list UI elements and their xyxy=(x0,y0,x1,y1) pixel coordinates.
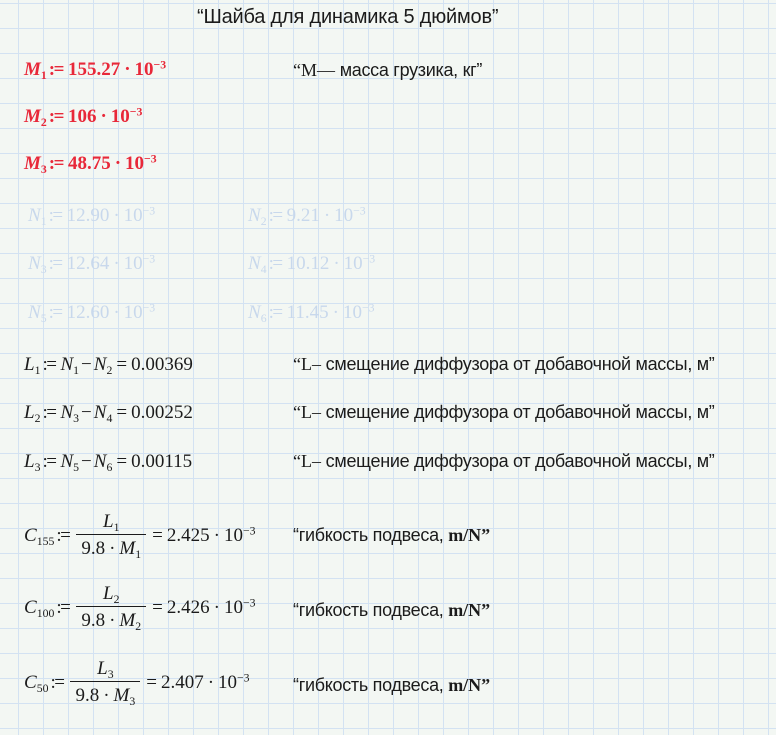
variable-subscript: 2 xyxy=(34,411,41,425)
exponent: −3 xyxy=(242,524,256,538)
text-region-c155-comment[interactable] xyxy=(293,524,490,546)
denominator-variable: M xyxy=(119,538,136,559)
lhs-expression xyxy=(24,670,68,695)
denominator-variable: M xyxy=(119,610,136,631)
operand-variable: N xyxy=(93,354,107,375)
variable-subscript: 5 xyxy=(40,311,47,325)
minus-operator: − xyxy=(81,402,92,423)
numerator-variable: L xyxy=(97,658,108,679)
exponent: −3 xyxy=(142,252,156,266)
numerator-subscript: 3 xyxy=(107,667,114,681)
assign-operator: := xyxy=(48,253,62,274)
fraction xyxy=(76,510,146,560)
comment-unit: m/N” xyxy=(448,600,491,620)
mantissa: 11.45 xyxy=(286,302,329,323)
exponent: −3 xyxy=(353,204,366,218)
mantissa: 2.426 xyxy=(166,596,210,618)
mantissa: 48.75 xyxy=(67,153,111,174)
operand-variable: N xyxy=(60,354,74,375)
assign-operator: := xyxy=(48,59,63,80)
math-region-m3[interactable] xyxy=(24,151,157,176)
operand-subscript: 4 xyxy=(106,411,113,425)
variable-subscript: 155 xyxy=(36,534,55,548)
variable-subscript: 100 xyxy=(36,606,55,620)
equals-operator: = xyxy=(116,402,128,423)
variable-name: N xyxy=(28,205,41,226)
fraction-denominator xyxy=(76,537,146,560)
exponent: −3 xyxy=(361,301,375,315)
variable-name: N xyxy=(248,253,261,274)
operand-variable: N xyxy=(93,451,107,472)
equals-operator: = xyxy=(116,354,128,375)
multiply-dot: · xyxy=(323,205,331,226)
comment-lead: “L– xyxy=(293,354,321,374)
fraction xyxy=(70,657,140,707)
comment-text: “гибкость подвеса, xyxy=(293,600,449,620)
operand-subscript: 3 xyxy=(73,411,80,425)
power-base: 10 xyxy=(223,596,243,618)
multiply-dot: · xyxy=(109,610,116,631)
assign-operator: := xyxy=(48,302,62,323)
power-base: 10 xyxy=(342,302,362,323)
math-region-n2[interactable] xyxy=(248,203,366,228)
denominator-subscript: 3 xyxy=(129,694,136,708)
fraction-bar xyxy=(76,606,146,607)
operand-subscript: 5 xyxy=(73,460,80,474)
denominator-variable: M xyxy=(113,685,130,706)
variable-subscript: 3 xyxy=(40,262,47,276)
variable-subscript: 3 xyxy=(34,460,41,474)
power-base: 10 xyxy=(110,106,130,127)
variable-name: L xyxy=(24,402,35,423)
variable-name: C xyxy=(24,671,37,693)
multiply-dot: · xyxy=(213,596,220,618)
power-base: 10 xyxy=(334,205,354,226)
text-region-title[interactable]: “Шайба для динамика 5 дюймов” xyxy=(197,6,499,28)
mantissa: 155.27 xyxy=(67,59,121,80)
power-base: 10 xyxy=(125,153,145,174)
math-region-n3[interactable] xyxy=(28,251,155,276)
math-region-n5[interactable] xyxy=(28,300,155,325)
variable-name: N xyxy=(248,302,261,323)
fraction-bar xyxy=(70,681,140,682)
operand-variable: N xyxy=(60,402,74,423)
power-base: 10 xyxy=(134,59,154,80)
assign-operator: := xyxy=(50,671,64,693)
lhs-expression xyxy=(24,523,74,548)
multiply-dot: · xyxy=(124,59,131,80)
mantissa: 9.21 xyxy=(286,205,320,226)
numerator-subscript: 2 xyxy=(113,592,120,606)
denominator-coefficient: 9.8 xyxy=(81,538,106,559)
fraction-numerator xyxy=(98,510,124,533)
multiply-dot: · xyxy=(100,106,107,127)
power-base: 10 xyxy=(218,671,238,693)
comment-text: “гибкость подвеса, xyxy=(293,525,449,545)
text-region-l1-comment[interactable] xyxy=(293,353,715,375)
variable-subscript: 1 xyxy=(34,363,41,377)
mantissa: 12.60 xyxy=(66,302,110,323)
comment-text: смещение диффузора от добавочной массы, м” xyxy=(320,402,715,422)
variable-subscript: 50 xyxy=(36,681,49,695)
text-region-l3-comment[interactable] xyxy=(293,450,715,472)
text-region-l2-comment[interactable] xyxy=(293,401,715,423)
minus-operator: − xyxy=(81,354,92,375)
equals-operator: = xyxy=(152,596,163,618)
fraction-numerator xyxy=(92,657,118,680)
exponent: −3 xyxy=(362,252,376,266)
operand-subscript: 6 xyxy=(106,460,113,474)
numerator-variable: L xyxy=(103,583,114,604)
variable-name: M xyxy=(24,106,41,127)
multiply-dot: · xyxy=(113,253,120,274)
text-region-c100-comment[interactable] xyxy=(293,599,490,621)
power-base: 10 xyxy=(123,302,143,323)
mantissa: 10.12 xyxy=(286,253,330,274)
comment-unit: m/N” xyxy=(448,525,491,545)
variable-name: N xyxy=(28,302,41,323)
denominator-subscript: 1 xyxy=(135,547,142,561)
assign-operator: := xyxy=(48,106,63,127)
variable-name: C xyxy=(24,596,37,618)
numerator-subscript: 1 xyxy=(113,520,120,534)
variable-subscript: 1 xyxy=(40,68,47,82)
fraction-denominator xyxy=(70,684,140,707)
operand-subscript: 2 xyxy=(106,363,113,377)
assign-operator: := xyxy=(48,153,63,174)
assign-operator: := xyxy=(268,253,282,274)
multiply-dot: · xyxy=(114,153,122,174)
multiply-dot: · xyxy=(113,205,120,226)
variable-name: M xyxy=(24,59,41,80)
math-region-m2[interactable] xyxy=(24,104,142,129)
denominator-coefficient: 9.8 xyxy=(75,685,100,706)
assign-operator: := xyxy=(268,205,282,226)
assign-operator: := xyxy=(42,451,56,472)
math-region-c155[interactable] xyxy=(24,510,255,560)
multiply-dot: · xyxy=(207,671,215,693)
mantissa: 2.407 xyxy=(160,671,204,693)
exponent: −3 xyxy=(144,152,157,166)
exponent: −3 xyxy=(237,671,250,685)
power-base: 10 xyxy=(123,253,143,274)
mantissa: 12.64 xyxy=(66,253,110,274)
multiply-dot: · xyxy=(333,253,340,274)
math-region-c100[interactable] xyxy=(24,582,255,632)
math-region-m1[interactable] xyxy=(24,57,166,82)
comment-text: масса грузика, кг” xyxy=(335,60,483,80)
denominator-subscript: 2 xyxy=(135,619,142,633)
exponent: −3 xyxy=(153,58,167,72)
numerator-variable: L xyxy=(103,511,114,532)
rhs-result xyxy=(148,595,255,620)
fraction-denominator xyxy=(76,609,146,632)
multiply-dot: · xyxy=(109,538,116,559)
mantissa: 2.425 xyxy=(166,524,210,546)
text-region-mass-comment[interactable] xyxy=(293,59,482,81)
variable-name: N xyxy=(28,253,41,274)
mantissa: 106 xyxy=(67,106,97,127)
equals-operator: = xyxy=(116,451,128,472)
operand-variable: N xyxy=(60,451,74,472)
comment-text: смещение диффузора от добавочной массы, м” xyxy=(320,451,715,471)
mantissa: 12.90 xyxy=(66,205,110,226)
lhs-expression xyxy=(24,595,74,620)
variable-subscript: 4 xyxy=(260,262,267,276)
result-value: 0.00115 xyxy=(131,451,193,472)
comment-unit: m/N” xyxy=(448,675,491,695)
variable-name: N xyxy=(248,205,261,226)
exponent: −3 xyxy=(142,204,156,218)
denominator-coefficient: 9.8 xyxy=(81,610,106,631)
power-base: 10 xyxy=(123,205,143,226)
exponent: −3 xyxy=(242,596,256,610)
assign-operator: := xyxy=(42,354,56,375)
multiply-dot: · xyxy=(213,524,220,546)
assign-operator: := xyxy=(42,402,56,423)
assign-operator: := xyxy=(48,205,62,226)
assign-operator: := xyxy=(56,596,70,618)
math-region-l1[interactable] xyxy=(24,352,193,377)
fraction xyxy=(76,582,146,632)
power-base: 10 xyxy=(343,253,363,274)
variable-name: M xyxy=(24,153,41,174)
power-base: 10 xyxy=(223,524,243,546)
comment-lead: “L– xyxy=(293,402,321,422)
variable-name: L xyxy=(24,451,35,472)
math-region-n4[interactable] xyxy=(248,251,375,276)
variable-subscript: 6 xyxy=(260,311,267,325)
variable-name: L xyxy=(24,354,35,375)
variable-subscript: 2 xyxy=(40,115,47,129)
fraction-bar xyxy=(76,534,146,535)
comment-lead: “L– xyxy=(293,451,321,471)
math-region-c50[interactable] xyxy=(24,657,250,707)
math-region-n1[interactable] xyxy=(28,203,155,228)
math-region-l3[interactable] xyxy=(24,449,192,474)
operand-variable: N xyxy=(93,402,107,423)
variable-subscript: 2 xyxy=(260,214,267,228)
assign-operator: := xyxy=(268,302,282,323)
text-region-c50-comment[interactable] xyxy=(293,674,490,696)
multiply-dot: · xyxy=(332,302,339,323)
operand-subscript: 1 xyxy=(73,363,80,377)
result-value: 0.00369 xyxy=(131,354,193,375)
comment-text: “гибкость подвеса, xyxy=(293,675,449,695)
equals-operator: = xyxy=(146,671,157,693)
variable-subscript: 1 xyxy=(40,214,47,228)
math-region-l2[interactable] xyxy=(24,400,193,425)
minus-operator: − xyxy=(81,451,92,472)
exponent: −3 xyxy=(129,105,143,119)
fraction-numerator xyxy=(98,582,124,605)
math-region-n6[interactable] xyxy=(248,300,374,325)
variable-name: C xyxy=(24,524,37,546)
multiply-dot: · xyxy=(113,302,120,323)
comment-text: смещение диффузора от добавочной массы, м” xyxy=(320,354,715,374)
variable-subscript: 3 xyxy=(40,162,47,176)
equals-operator: = xyxy=(152,524,163,546)
assign-operator: := xyxy=(56,524,70,546)
exponent: −3 xyxy=(142,301,156,315)
comment-lead: “М— xyxy=(293,60,335,80)
rhs-result xyxy=(142,670,249,695)
rhs-result xyxy=(148,523,255,548)
result-value: 0.00252 xyxy=(131,402,193,423)
multiply-dot: · xyxy=(103,685,110,706)
